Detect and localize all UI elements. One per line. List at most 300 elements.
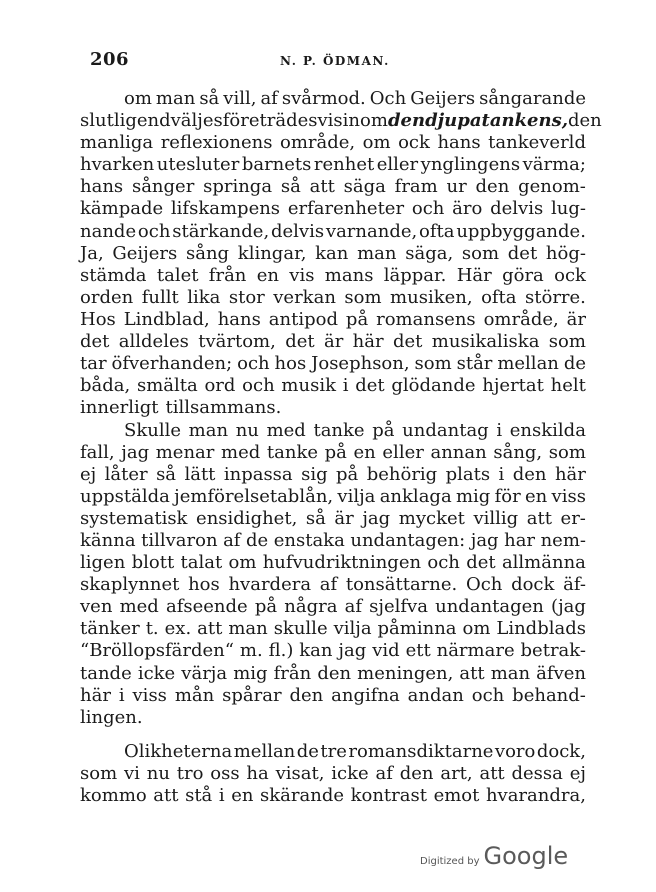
word: emot xyxy=(433,785,480,807)
word: vilja xyxy=(337,485,376,507)
word: som xyxy=(461,242,500,264)
word: genom- xyxy=(518,176,586,198)
word: vid xyxy=(372,640,400,662)
word: för xyxy=(494,485,521,507)
word: man xyxy=(228,618,268,640)
word: af xyxy=(260,88,278,109)
word: talet xyxy=(156,264,199,286)
word: fl.) xyxy=(268,640,294,662)
text-line xyxy=(80,508,586,530)
word: tanke xyxy=(266,441,319,463)
word: värma; xyxy=(522,154,586,176)
word: renhet xyxy=(313,154,375,176)
word: tillsammans. xyxy=(165,397,282,419)
word: af xyxy=(344,596,363,618)
word: af xyxy=(375,763,393,785)
word: hans xyxy=(437,132,481,154)
word: som xyxy=(80,763,118,785)
word: äfven xyxy=(536,662,586,684)
word: allmänna xyxy=(501,552,586,574)
word: de xyxy=(246,529,269,551)
word: alldeles xyxy=(118,331,189,353)
word: Och xyxy=(369,88,407,109)
word: tanke xyxy=(313,419,365,441)
text-line xyxy=(80,198,586,220)
word: det xyxy=(80,331,110,353)
word: jag xyxy=(362,507,391,529)
word: hos xyxy=(274,353,307,375)
word: skulle xyxy=(273,618,328,640)
word: systematisk xyxy=(80,507,188,529)
word: Geijers xyxy=(410,88,476,109)
word: ha xyxy=(246,763,269,785)
word: kan xyxy=(299,640,333,662)
word: på xyxy=(254,596,278,618)
word: är xyxy=(566,308,586,330)
text-line xyxy=(80,397,586,419)
word: och xyxy=(411,198,445,220)
word: man xyxy=(155,88,196,109)
text-line xyxy=(80,132,586,154)
word: de xyxy=(563,353,586,375)
word: tar xyxy=(80,353,107,375)
word: ett xyxy=(405,640,431,662)
word: den xyxy=(399,763,434,785)
word: sångarande xyxy=(479,88,586,109)
text-line xyxy=(80,221,586,243)
word: angifna xyxy=(331,684,400,706)
word: är xyxy=(323,331,344,353)
text-line xyxy=(80,486,586,508)
word: nu xyxy=(235,419,259,441)
word: göra xyxy=(502,264,544,286)
word: om xyxy=(462,618,491,640)
word: betrak- xyxy=(520,640,586,662)
word: lifskampens xyxy=(170,198,281,220)
text-line xyxy=(80,442,586,464)
word: på xyxy=(336,463,359,485)
word: ex. xyxy=(164,618,192,640)
word: antipod xyxy=(268,308,338,330)
word: verkan xyxy=(273,286,336,308)
word: hos xyxy=(188,574,220,596)
word: tro xyxy=(176,763,204,785)
word: lätt xyxy=(184,463,216,485)
word: menar xyxy=(155,441,215,463)
word: Hos xyxy=(80,308,116,330)
word: den xyxy=(512,463,547,485)
word: mig xyxy=(455,485,491,507)
word: dessa xyxy=(511,763,563,785)
word: fram xyxy=(394,176,438,198)
word: m. xyxy=(239,640,263,662)
text-line xyxy=(80,265,586,287)
paragraph-2 xyxy=(80,420,586,729)
word: enstaka xyxy=(273,529,345,551)
word: jag xyxy=(121,441,150,463)
word: ej xyxy=(80,463,97,485)
word: hvarken xyxy=(80,154,155,176)
word: Här xyxy=(456,264,492,286)
word: ofta xyxy=(419,220,455,242)
word: den xyxy=(289,684,324,706)
text-line xyxy=(80,154,586,176)
word: hvardera xyxy=(228,574,312,596)
word: orden xyxy=(80,286,134,308)
text-line xyxy=(80,88,586,110)
word: visat, xyxy=(275,763,325,785)
word: öfverhanden; xyxy=(111,353,233,375)
word: från xyxy=(273,662,312,684)
word: mån xyxy=(174,684,215,706)
word: att xyxy=(459,662,485,684)
word: delvis xyxy=(270,220,325,242)
word: mellan xyxy=(497,353,559,375)
text-line xyxy=(80,464,586,486)
word: som xyxy=(414,353,452,375)
word: ock xyxy=(398,132,430,154)
text-line xyxy=(80,785,586,807)
word: Josephson, xyxy=(311,353,410,375)
text-line xyxy=(80,640,586,662)
word: att xyxy=(479,763,505,785)
emphasized-word: tankens, xyxy=(481,110,568,132)
word: vi xyxy=(123,763,140,785)
word: ynglingens xyxy=(420,154,521,176)
word: nande xyxy=(80,220,137,242)
word: anklaga xyxy=(379,485,452,507)
word: med xyxy=(221,441,261,463)
word: tankeverld xyxy=(488,132,586,154)
word: och xyxy=(137,220,171,242)
word: hans xyxy=(217,308,261,330)
word: oss xyxy=(210,763,240,785)
word: tande xyxy=(80,662,132,684)
word: här xyxy=(352,331,384,353)
word: här xyxy=(554,463,586,485)
word: att xyxy=(309,176,335,198)
watermark-label: Digitized by xyxy=(420,856,480,867)
word: behand- xyxy=(512,684,586,706)
word: skaplynnet xyxy=(80,574,180,596)
word: om xyxy=(228,552,257,574)
word: på xyxy=(372,419,395,441)
word: som xyxy=(344,286,382,308)
word: lug- xyxy=(551,198,586,220)
text-line xyxy=(80,243,586,265)
word: att xyxy=(197,618,223,640)
word: reflexionens xyxy=(160,132,273,154)
word: enskilda xyxy=(509,419,586,441)
word: eller xyxy=(382,441,424,463)
word: vill, xyxy=(223,88,257,109)
word: lingen. xyxy=(80,706,143,728)
word: mig xyxy=(233,662,268,684)
word: sjelfva xyxy=(369,596,428,618)
word: er- xyxy=(560,507,586,529)
word: en xyxy=(256,264,279,286)
word: ord xyxy=(204,375,236,397)
text-line xyxy=(80,763,586,785)
word: en xyxy=(231,785,254,807)
word: den xyxy=(475,176,510,198)
word: i xyxy=(218,785,225,807)
word: uppstälda xyxy=(80,485,170,507)
word: ensidighet, xyxy=(196,507,298,529)
word: påminna xyxy=(377,618,457,640)
word: dock, xyxy=(536,741,586,762)
word: sånger xyxy=(131,176,195,198)
word: hans xyxy=(80,176,124,198)
digitized-watermark xyxy=(420,842,568,870)
text-line xyxy=(80,596,586,618)
word: t. xyxy=(145,618,159,640)
word: på xyxy=(345,308,369,330)
word: område, xyxy=(483,308,559,330)
word: smälta xyxy=(136,375,198,397)
word: båda, xyxy=(80,375,131,397)
word: tillvaron xyxy=(141,529,218,551)
word: och xyxy=(427,552,460,574)
word: spårar xyxy=(222,684,282,706)
word: klingar, xyxy=(237,242,307,264)
word: det xyxy=(355,375,385,397)
word: äf- xyxy=(563,574,586,596)
word: i xyxy=(496,419,503,441)
word: känna xyxy=(80,529,136,551)
word: stor xyxy=(228,286,265,308)
word: icke xyxy=(331,763,369,785)
word: dock xyxy=(511,574,555,596)
word: undantagen: xyxy=(350,529,466,551)
word: delvis xyxy=(490,198,544,220)
word: glödande xyxy=(391,375,476,397)
word: tvärtom, xyxy=(198,331,276,353)
word: icke xyxy=(137,662,176,684)
word: nem- xyxy=(540,529,586,551)
word: Lindblad, xyxy=(123,308,210,330)
word: varnande, xyxy=(325,220,418,242)
word: hvarandra, xyxy=(485,785,586,807)
word: ligen xyxy=(80,552,126,574)
word: det xyxy=(466,552,496,574)
word: närmare xyxy=(436,640,515,662)
text-line xyxy=(80,420,586,442)
word: Geijers xyxy=(112,242,178,264)
word: viss xyxy=(132,684,167,706)
word: låter xyxy=(104,463,148,485)
word: stämda xyxy=(80,264,147,286)
word: musik xyxy=(281,375,336,397)
word: och xyxy=(471,684,505,706)
word: om xyxy=(362,132,391,154)
word: nu xyxy=(146,763,170,785)
paragraph-1 xyxy=(80,88,602,419)
word: plats xyxy=(445,463,491,485)
word: ur xyxy=(446,176,467,198)
word: sång xyxy=(185,242,230,264)
word: tänker xyxy=(80,618,140,640)
word: musiken, xyxy=(390,286,473,308)
word: säga xyxy=(343,176,386,198)
word: det xyxy=(392,331,423,353)
word: en xyxy=(525,485,548,507)
word: art, xyxy=(440,763,473,785)
word: som xyxy=(548,331,586,353)
word: de xyxy=(296,741,319,762)
word: större. xyxy=(525,286,586,308)
google-logo: Google xyxy=(483,842,569,870)
word: sig xyxy=(301,463,328,485)
word: vilja xyxy=(333,618,372,640)
word: Och xyxy=(465,574,503,596)
word: manliga xyxy=(80,132,154,154)
word: några xyxy=(284,596,338,618)
word: jemförelsetablån, xyxy=(174,485,334,507)
word: jag xyxy=(338,640,367,662)
word: ock xyxy=(554,264,586,286)
text-line xyxy=(80,552,586,574)
word: kommo xyxy=(80,785,147,807)
word: stå xyxy=(185,785,213,807)
word: erfarenheter xyxy=(287,198,405,220)
word: Lindblads xyxy=(496,618,586,640)
text-line xyxy=(80,574,586,596)
word: i xyxy=(118,684,125,706)
word: säga, xyxy=(405,242,454,264)
text-line xyxy=(80,663,586,685)
word: att xyxy=(526,507,552,529)
word: kan xyxy=(315,242,349,264)
word: kämpade xyxy=(80,198,164,220)
word: har xyxy=(504,529,536,551)
emphasized-word: den xyxy=(387,110,426,132)
word: ofta xyxy=(481,286,517,308)
word: värja xyxy=(181,662,228,684)
text-line xyxy=(80,375,586,397)
word: stärkande, xyxy=(172,220,270,242)
word: på xyxy=(324,441,347,463)
word: eller xyxy=(376,154,419,176)
text-line xyxy=(80,353,586,375)
word: meningen, xyxy=(357,662,454,684)
word: springa xyxy=(203,176,273,198)
word: så xyxy=(280,176,301,198)
word: så xyxy=(156,463,177,485)
text-line xyxy=(80,287,586,309)
word: den xyxy=(317,662,352,684)
word: område, xyxy=(279,132,356,154)
word: i xyxy=(342,375,349,397)
word: mans xyxy=(324,264,374,286)
word: man xyxy=(357,242,397,264)
word: det xyxy=(507,242,538,264)
word: undantag xyxy=(402,419,489,441)
word: romansdiktarne xyxy=(348,741,494,762)
text-line xyxy=(80,309,586,331)
word: som xyxy=(548,441,586,463)
word: annan xyxy=(430,441,487,463)
running-head: N. P. ÖDMAN. xyxy=(280,54,390,68)
word: uppbyggande. xyxy=(456,220,586,242)
word: här xyxy=(80,684,111,706)
word: det xyxy=(285,331,315,353)
word: tonsättarne. xyxy=(345,574,458,596)
word: med xyxy=(119,596,159,618)
word: mellan xyxy=(233,741,296,762)
word: så xyxy=(199,88,220,109)
word: jag xyxy=(470,529,499,551)
word: helt xyxy=(550,375,586,397)
word: svårmod. xyxy=(281,88,366,109)
word: Ja, xyxy=(80,242,104,264)
word: af xyxy=(223,529,241,551)
page-number: 206 xyxy=(90,49,130,70)
word: inpassa xyxy=(223,463,293,485)
text-line xyxy=(80,707,586,729)
word: och xyxy=(237,353,270,375)
word: “Bröllopsfärden“ xyxy=(80,640,234,662)
word: hög- xyxy=(545,242,586,264)
word: slutligen xyxy=(80,110,160,132)
word: så xyxy=(305,507,326,529)
word: vis xyxy=(289,264,315,286)
word: står xyxy=(456,353,493,375)
text-line xyxy=(80,618,586,640)
word: mycket xyxy=(398,507,465,529)
word: den xyxy=(567,110,602,132)
word: man xyxy=(188,419,229,441)
word: afseende xyxy=(165,596,248,618)
word: romansens xyxy=(376,308,476,330)
word: ej xyxy=(569,763,586,785)
word: behörig xyxy=(366,463,438,485)
word: företrädesvis xyxy=(222,110,343,132)
word: från xyxy=(208,264,247,286)
word: inom xyxy=(342,110,388,132)
word: och xyxy=(242,375,275,397)
word: undantagen xyxy=(435,596,544,618)
word: musikaliska xyxy=(431,331,540,353)
word: äro xyxy=(452,198,483,220)
word: barnets xyxy=(241,154,312,176)
word: blott xyxy=(131,552,175,574)
word: ven xyxy=(80,596,113,618)
emphasized-word: djupa xyxy=(425,110,482,132)
word: tre xyxy=(320,741,347,762)
word: andan xyxy=(407,684,464,706)
word: fall, xyxy=(80,441,115,463)
paragraph-3 xyxy=(80,741,586,807)
word: fullt xyxy=(141,286,179,308)
word: en xyxy=(353,441,376,463)
word: villig xyxy=(473,507,519,529)
text-line xyxy=(80,685,586,707)
word: talat xyxy=(180,552,223,574)
word: att xyxy=(153,785,179,807)
word: sång, xyxy=(493,441,543,463)
word: voro xyxy=(494,741,536,762)
word: Olikheterna xyxy=(124,741,233,762)
word: kontrast xyxy=(350,785,427,807)
word: skärande xyxy=(260,785,345,807)
word: (jag xyxy=(551,596,586,618)
text-line xyxy=(80,741,586,763)
word: om xyxy=(124,88,152,109)
text-line xyxy=(80,176,586,198)
word: viss xyxy=(551,485,586,507)
word: läppar. xyxy=(383,264,447,286)
